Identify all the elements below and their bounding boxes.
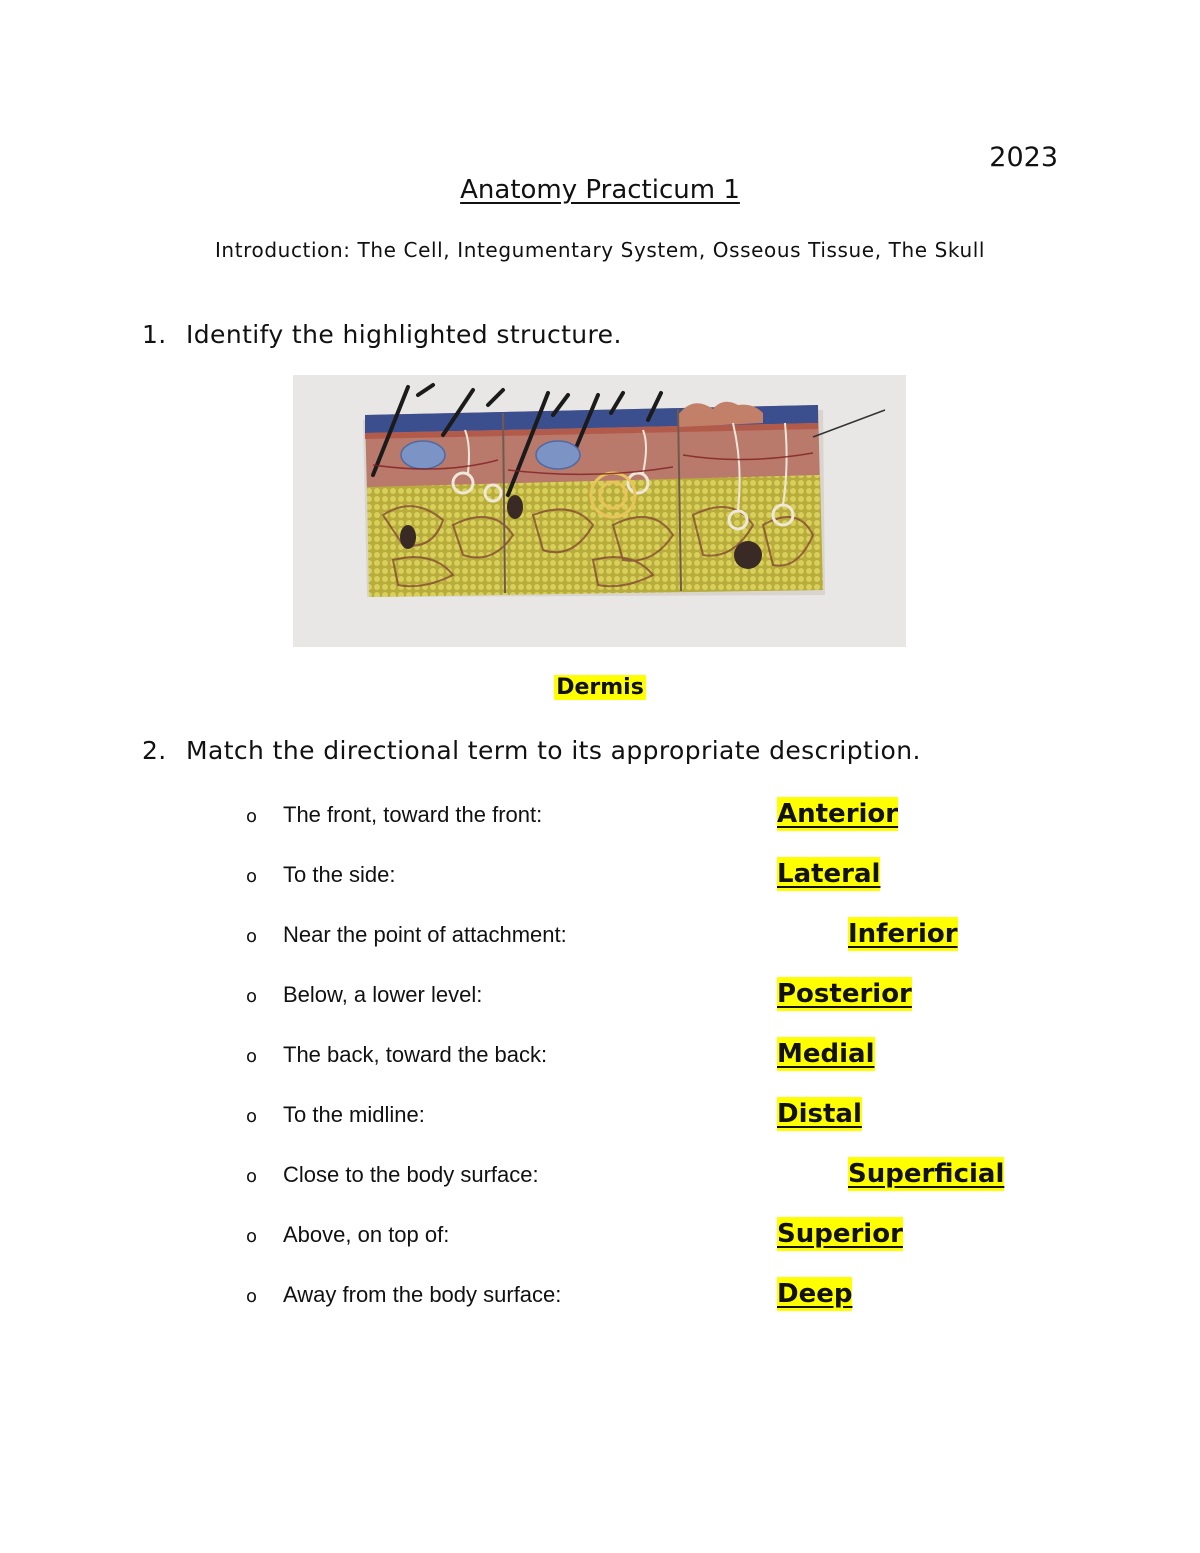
list-bullet: o bbox=[246, 1106, 258, 1127]
list-bullet: o bbox=[246, 866, 258, 887]
list-bullet: o bbox=[246, 1226, 258, 1247]
question-1-answer bbox=[0, 672, 1200, 704]
question-1-text: Identify the highlighted structure. bbox=[186, 320, 622, 349]
item-answer: Superficial bbox=[848, 1159, 1005, 1189]
question-1-answer-highlight: Dermis bbox=[556, 675, 644, 700]
question-2-number: 2. bbox=[142, 736, 167, 765]
item-answer: Deep bbox=[777, 1279, 853, 1309]
item-answer: Lateral bbox=[777, 859, 881, 889]
document-subtitle: Introduction: The Cell, Integumentary System, Osseous Tissue, The Skull bbox=[214, 238, 986, 262]
document-title-text: Anatomy Practicum 1 bbox=[460, 175, 740, 205]
item-answer: Distal bbox=[777, 1099, 862, 1129]
list-bullet: o bbox=[246, 926, 258, 947]
list-bullet: o bbox=[246, 1046, 258, 1067]
item-answer: Superior bbox=[777, 1219, 903, 1249]
question-2-text: Match the directional term to its appropriate description. bbox=[186, 736, 921, 765]
item-answer: Medial bbox=[777, 1039, 875, 1069]
list-bullet: o bbox=[246, 986, 258, 1007]
item-description: Below, a lower level: bbox=[283, 982, 483, 1007]
item-description: Near the point of attachment: bbox=[283, 922, 567, 947]
item-description: The back, toward the back: bbox=[283, 1042, 548, 1067]
document-title bbox=[0, 172, 1200, 208]
list-bullet: o bbox=[246, 1166, 258, 1187]
list-bullet: o bbox=[246, 1286, 258, 1307]
item-description: To the side: bbox=[283, 862, 396, 887]
skin-model-photo bbox=[293, 375, 906, 647]
item-answer: Anterior bbox=[777, 799, 899, 829]
skin-model-illustration bbox=[293, 375, 906, 647]
item-answer: Inferior bbox=[848, 919, 958, 949]
item-description: The front, toward the front: bbox=[283, 802, 543, 827]
question-1-number: 1. bbox=[142, 320, 167, 349]
year-label: 2023 bbox=[989, 142, 1058, 173]
item-description: To the midline: bbox=[283, 1102, 425, 1127]
item-answer: Posterior bbox=[777, 979, 912, 1009]
list-bullet: o bbox=[246, 806, 258, 827]
item-description: Away from the body surface: bbox=[283, 1282, 562, 1307]
item-description: Close to the body surface: bbox=[283, 1162, 539, 1187]
item-description: Above, on top of: bbox=[283, 1222, 450, 1247]
